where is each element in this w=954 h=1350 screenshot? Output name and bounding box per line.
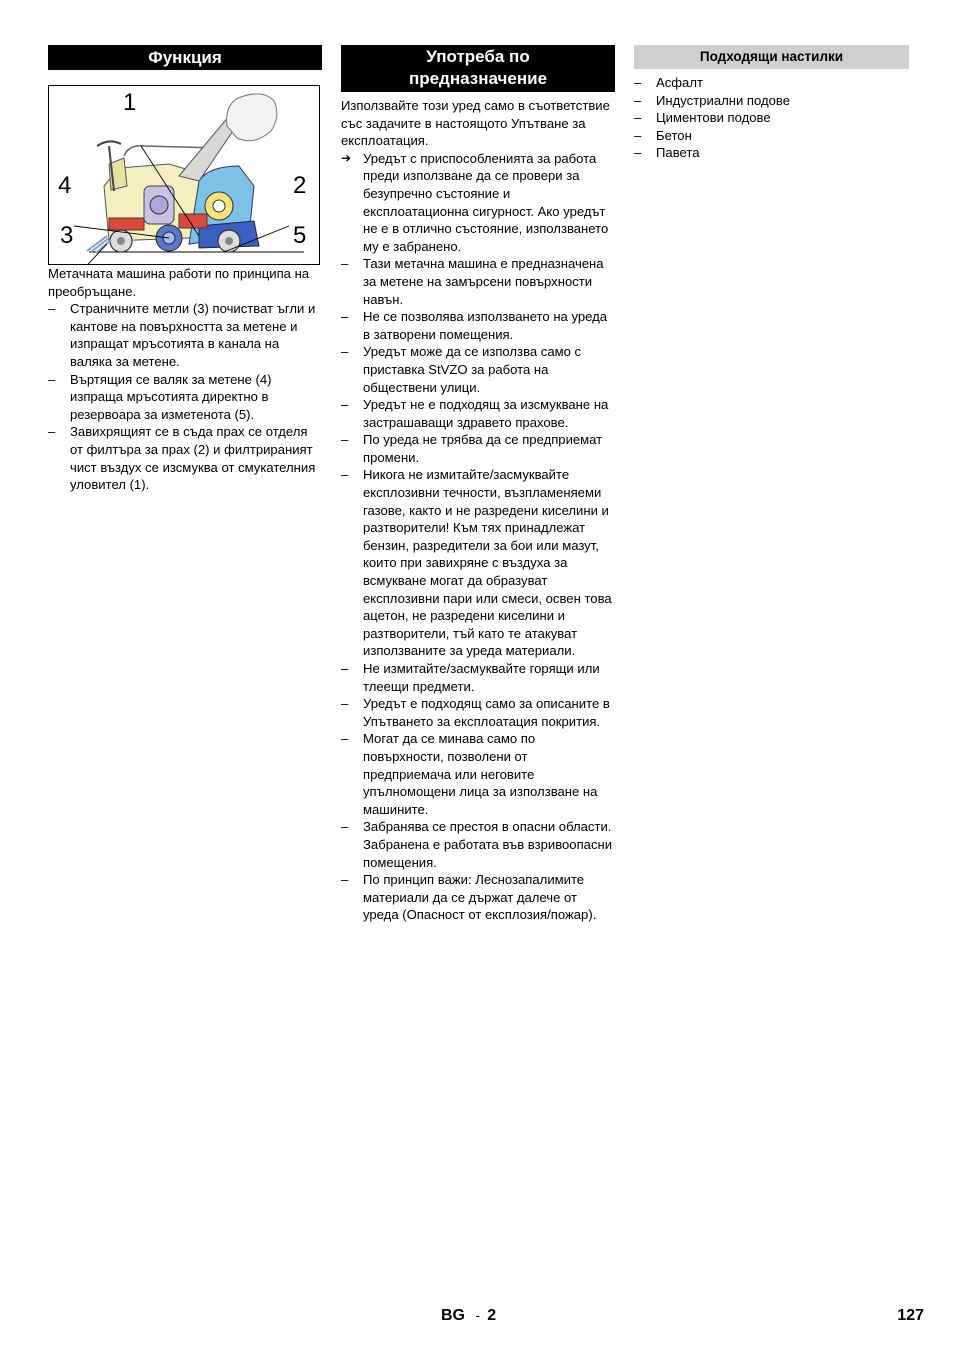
list-item: – Павета	[634, 144, 909, 162]
list-item: – Никога не измитайте/засмуквайте експлозивни течности, възпламеняеми газове, както и не разредени киселини и разтворители! Към тях принадлежат бензин, разредители за бои или мазут, които при завихряне с въздуха за всмукване могат да образуват експлозивни пари или смеси, освен това ацетон, не разредени киселини и разтворители, тъй като те атакуват използваните за уреда материали.	[341, 466, 615, 660]
surfaces-list	[634, 74, 909, 162]
figure-label-2: 2	[293, 172, 307, 199]
footer-section: 2	[487, 1307, 497, 1324]
list-item: – По принцип важи: Леснозапалимите материали да се държат далече от уреда (Опасност от експлозия/пожар).	[341, 871, 615, 924]
footer-lang: BG	[441, 1307, 465, 1324]
list-item: – Могат да се минава само по повърхности, позволени от предприемача или неговите упълномощени лица за използване на машините.	[341, 730, 615, 818]
arrow-list-item: ➔ Уредът с приспособленията за работа преди използване да се провери за безупречно състояние и експлоатационна сигурност. Ако уредът не е в отлично състояние, използването му е забранено.	[341, 150, 615, 256]
list-item: – Завихрящият се в съда прах се отделя от филтъра за прах (2) и филтрираният чист въздух се изсмуква от смукателния уловител (1).	[48, 423, 322, 493]
intended-use-intro: Използвайте този уред само в съответствие със задачите в настоящото Упътване за експлоатация.	[341, 98, 610, 149]
function-intro: Метачната машина работи по принципа на преобръщане.	[48, 266, 310, 299]
page-number: 127	[897, 1307, 924, 1324]
column-function	[48, 45, 322, 494]
list-item: – Не се позволява използването на уреда в затворени помещения.	[341, 308, 615, 343]
list-item: – Индустриални подове	[634, 92, 909, 110]
list-item: – Уредът може да се използва само с приставка StVZO за работа на обществени улици.	[341, 343, 615, 396]
list-item: – Бетон	[634, 127, 909, 145]
section-heading-suitable-surfaces: Подходящи настилки	[634, 45, 909, 69]
list-item: – Въртящия се валяк за метене (4) изпраща мръсотията директно в резервоара за изметенота (5).	[48, 371, 322, 424]
sweeper-figure	[48, 85, 320, 265]
function-list	[48, 300, 322, 494]
list-item: – Забранява се престоя в опасни области. Забранена е работата във взривоопасни помещения.	[341, 818, 615, 871]
figure-label-1: 1	[123, 89, 137, 116]
list-item: – Уредът не е подходящ за изсмукване на застрашаващи здравето прахове.	[341, 396, 615, 431]
column-suitable-surfaces	[634, 45, 909, 162]
list-item: – Уредът е подходящ само за описаните в Упътването за експлоатация покрития.	[341, 695, 615, 730]
list-item: – Тази метачна машина е предназначена за метене на замърсени повърхности навън.	[341, 255, 615, 308]
sweeper-illustration	[49, 86, 319, 264]
list-item: – Страничните метли (3) почистват ъгли и кантове на повърхността за метене и изпращат мръсотията в канала на валяка за метене.	[48, 300, 322, 370]
list-item: – Не измитайте/засмуквайте горящи или тлеещи предмети.	[341, 660, 615, 695]
figure-label-4: 4	[58, 172, 72, 199]
figure-label-5: 5	[293, 222, 307, 249]
list-item: – По уреда не трябва да се предприемат промени.	[341, 431, 615, 466]
list-item: – Циментови подове	[634, 109, 909, 127]
figure-label-3: 3	[60, 222, 74, 249]
footer-language-section	[441, 1307, 496, 1325]
footer-sep: -	[475, 1308, 480, 1323]
list-item: – Асфалт	[634, 74, 909, 92]
column-intended-use	[341, 45, 615, 924]
section-heading-function: Функция	[48, 45, 322, 70]
section-heading-intended-use: Употреба по предназначение	[341, 45, 615, 92]
intended-use-list	[341, 150, 615, 924]
